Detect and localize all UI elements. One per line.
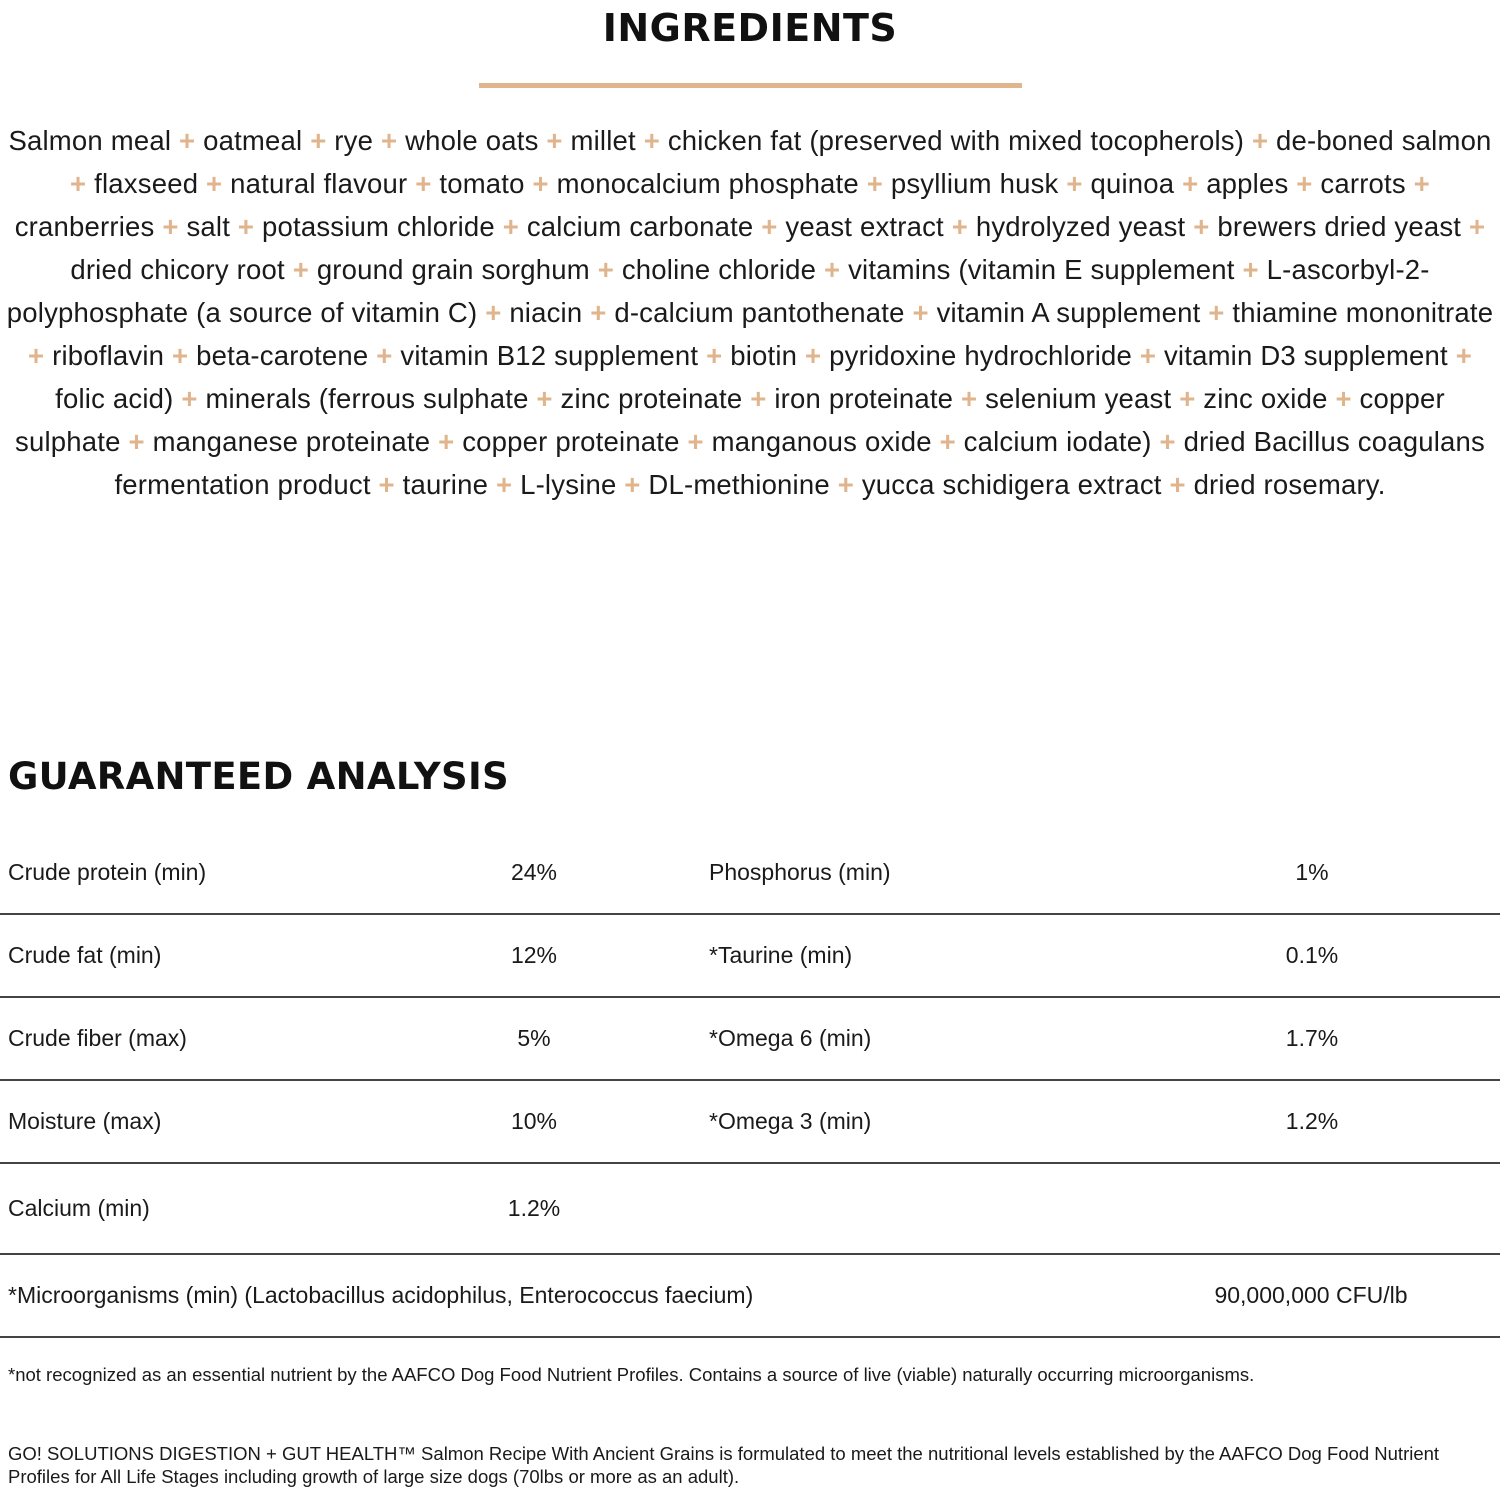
title-underline <box>479 83 1022 88</box>
plus-separator-icon: + <box>546 125 563 156</box>
plus-separator-icon: + <box>70 168 87 199</box>
ingredient-item: biotin <box>730 340 798 371</box>
plus-separator-icon: + <box>866 168 883 199</box>
ingredient-item: vitamins (vitamin E supplement <box>848 254 1235 285</box>
ingredient-item: folic acid) <box>55 383 174 414</box>
plus-separator-icon: + <box>495 469 513 500</box>
plus-separator-icon: + <box>837 469 854 500</box>
ingredient-item: monocalcium phosphate <box>556 168 859 199</box>
plus-separator-icon: + <box>178 125 196 156</box>
plus-separator-icon: + <box>624 469 641 500</box>
ingredient-item: iron proteinate <box>774 383 954 414</box>
ingredient-item: dried chicory root <box>70 254 285 285</box>
analysis-table <box>0 832 1500 1338</box>
plus-separator-icon: + <box>485 297 502 328</box>
nutrient-name: Phosphorus (min) <box>709 859 891 885</box>
ingredient-item: thiamine mononitrate <box>1232 297 1494 328</box>
ingredient-item: choline chloride <box>621 254 817 285</box>
nutrient-name: *Omega 3 (min) <box>709 1108 872 1134</box>
analysis-row <box>0 832 1500 915</box>
plus-separator-icon: + <box>162 211 179 242</box>
ingredients-list <box>0 119 1500 506</box>
nutrient-name: Calcium (min) <box>8 1195 150 1221</box>
aafco-statement: GO! SOLUTIONS DIGESTION + GUT HEALTH™ Salmon Recipe With Ancient Grains is formulated to meet the nutritional levels established by the AAFCO Dog Food Nutrient Profiles for All Life Stages including growth of large size dogs (70lbs or more as an adult). <box>8 1443 1440 1487</box>
nutrient-value: 1.7% <box>1285 1025 1339 1051</box>
plus-separator-icon: + <box>750 383 767 414</box>
plus-separator-icon: + <box>1413 168 1430 199</box>
plus-separator-icon: + <box>1296 168 1313 199</box>
ingredient-item: copper sulphate <box>15 383 1445 457</box>
plus-separator-icon: + <box>805 340 822 371</box>
nutrient-value: 12% <box>510 942 558 968</box>
ingredient-item: apples <box>1206 168 1289 199</box>
plus-separator-icon: + <box>1066 168 1083 199</box>
ingredient-item: riboflavin <box>52 340 165 371</box>
plus-separator-icon: + <box>378 469 395 500</box>
plus-separator-icon: + <box>1193 211 1210 242</box>
plus-separator-icon: + <box>687 426 704 457</box>
plus-separator-icon: + <box>1169 469 1186 500</box>
ingredient-item: minerals (ferrous sulphate <box>205 383 529 414</box>
ingredient-item: calcium iodate) <box>963 426 1152 457</box>
ingredient-item: oatmeal <box>203 125 303 156</box>
plus-separator-icon: + <box>912 297 929 328</box>
ingredient-item: tomato <box>439 168 525 199</box>
ingredient-item: selenium yeast <box>985 383 1172 414</box>
plus-separator-icon: + <box>376 340 393 371</box>
ingredient-item: potassium chloride <box>262 211 495 242</box>
analysis-row <box>0 1164 1500 1255</box>
plus-separator-icon: + <box>292 254 309 285</box>
plus-separator-icon: + <box>823 254 841 285</box>
plus-separator-icon: + <box>380 125 398 156</box>
plus-separator-icon: + <box>1242 254 1259 285</box>
analysis-row <box>0 998 1500 1081</box>
ingredient-item: copper proteinate <box>462 426 680 457</box>
plus-separator-icon: + <box>532 168 549 199</box>
plus-separator-icon: + <box>951 211 968 242</box>
plus-separator-icon: + <box>1455 340 1472 371</box>
ingredient-item: pyridoxine hydrochloride <box>829 340 1133 371</box>
ingredient-item: millet <box>570 125 636 156</box>
ingredient-item: vitamin B12 supplement <box>400 340 699 371</box>
ingredient-item: manganese proteinate <box>152 426 431 457</box>
plus-separator-icon: + <box>590 297 607 328</box>
plus-separator-icon: + <box>643 125 660 156</box>
ingredient-item: quinoa <box>1090 168 1175 199</box>
nutrient-value <box>1252 1164 1372 1253</box>
ingredient-item: rye <box>334 125 374 156</box>
plus-separator-icon: + <box>128 426 145 457</box>
ingredient-item: d-calcium pantothenate <box>614 297 905 328</box>
plus-separator-icon: + <box>1139 340 1157 371</box>
plus-separator-icon: + <box>761 211 778 242</box>
ingredient-item: hydrolyzed yeast <box>975 211 1186 242</box>
ingredient-item: L-lysine <box>520 469 617 500</box>
ingredient-item: brewers dried yeast <box>1217 211 1462 242</box>
nutrient-name: *Omega 6 (min) <box>709 1025 872 1051</box>
ingredient-item: taurine <box>402 469 489 500</box>
ingredient-item: flaxseed <box>94 168 199 199</box>
plus-separator-icon: + <box>1468 211 1486 242</box>
nutrient-name: Crude fiber (max) <box>8 1025 187 1051</box>
plus-separator-icon: + <box>310 125 327 156</box>
ingredient-item: chicken fat (preserved with mixed tocopherols) <box>667 125 1245 156</box>
plus-separator-icon: + <box>237 211 255 242</box>
analysis-row <box>0 915 1500 998</box>
analysis-row <box>0 1081 1500 1164</box>
nutrient-value: 1.2% <box>507 1195 561 1221</box>
ingredient-item: yucca schidigera extract <box>861 469 1162 500</box>
plus-separator-icon: + <box>438 426 455 457</box>
ingredient-item: carrots <box>1320 168 1406 199</box>
plus-separator-icon: + <box>1208 297 1225 328</box>
nutrient-value: 10% <box>510 1108 558 1134</box>
ingredient-item: de-boned salmon <box>1276 125 1492 156</box>
plus-separator-icon: + <box>415 168 432 199</box>
ingredient-item: vitamin D3 supplement <box>1163 340 1448 371</box>
plus-separator-icon: + <box>1251 125 1269 156</box>
ingredient-item: yeast extract <box>785 211 944 242</box>
ingredient-item: cranberries <box>14 211 155 242</box>
ingredient-item: vitamin A supplement <box>936 297 1201 328</box>
ingredients-title: INGREDIENTS <box>602 6 898 50</box>
ingredient-item: L-ascorbyl-2-polyphosphate (a source of vitamin C) <box>6 254 1430 328</box>
ingredient-item: dried Bacillus coagulans fermentation product <box>114 426 1485 500</box>
plus-separator-icon: + <box>536 383 553 414</box>
plus-separator-icon: + <box>172 340 189 371</box>
analysis-title: GUARANTEED ANALYSIS <box>8 755 509 798</box>
plus-separator-icon: + <box>1179 383 1196 414</box>
ingredient-item: calcium carbonate <box>526 211 754 242</box>
nutrient-value: 1% <box>1295 859 1329 885</box>
nutrient-name: *Microorganisms (min) (Lactobacillus acidophilus, Enterococcus faecium) <box>8 1282 754 1308</box>
ingredient-item: zinc proteinate <box>560 383 743 414</box>
nutrient-name: Crude protein (min) <box>8 859 207 885</box>
nutrient-name: Moisture (max) <box>8 1108 162 1134</box>
ingredient-item: salt <box>186 211 231 242</box>
ingredient-item: dried rosemary. <box>1193 469 1386 500</box>
plus-separator-icon: + <box>502 211 520 242</box>
ingredient-item: natural flavour <box>230 168 408 199</box>
ingredient-item: ground grain sorghum <box>316 254 590 285</box>
plus-separator-icon: + <box>1182 168 1199 199</box>
analysis-row-microorganisms <box>0 1255 1500 1338</box>
nutrient-value: 90,000,000 CFU/lb <box>1214 1282 1408 1308</box>
plus-separator-icon: + <box>706 340 723 371</box>
ingredient-item: Salmon meal <box>8 125 172 156</box>
nutrient-value: 0.1% <box>1285 942 1339 968</box>
ingredient-item: psyllium husk <box>890 168 1059 199</box>
ingredient-item: niacin <box>509 297 583 328</box>
ingredient-item: zinc oxide <box>1203 383 1328 414</box>
nutrient-name: Crude fat (min) <box>8 942 162 968</box>
ingredient-item: manganous oxide <box>711 426 932 457</box>
ingredient-item: beta-carotene <box>196 340 369 371</box>
nutrient-name: *Taurine (min) <box>709 942 853 968</box>
ingredient-item: whole oats <box>405 125 539 156</box>
nutrient-value: 5% <box>517 1025 551 1051</box>
plus-separator-icon: + <box>181 383 198 414</box>
footnote: *not recognized as an essential nutrient by the AAFCO Dog Food Nutrient Profiles. Contains a source of live (viable) naturally occurring microorganisms. <box>8 1364 1255 1385</box>
nutrient-value: 1.2% <box>1285 1108 1339 1134</box>
plus-separator-icon: + <box>597 254 614 285</box>
plus-separator-icon: + <box>206 168 223 199</box>
plus-separator-icon: + <box>1159 426 1176 457</box>
nutrient-value: 24% <box>510 859 558 885</box>
plus-separator-icon: + <box>961 383 978 414</box>
plus-separator-icon: + <box>939 426 956 457</box>
plus-separator-icon: + <box>1335 383 1352 414</box>
plus-separator-icon: + <box>27 340 45 371</box>
ingredient-item: DL-methionine <box>648 469 830 500</box>
